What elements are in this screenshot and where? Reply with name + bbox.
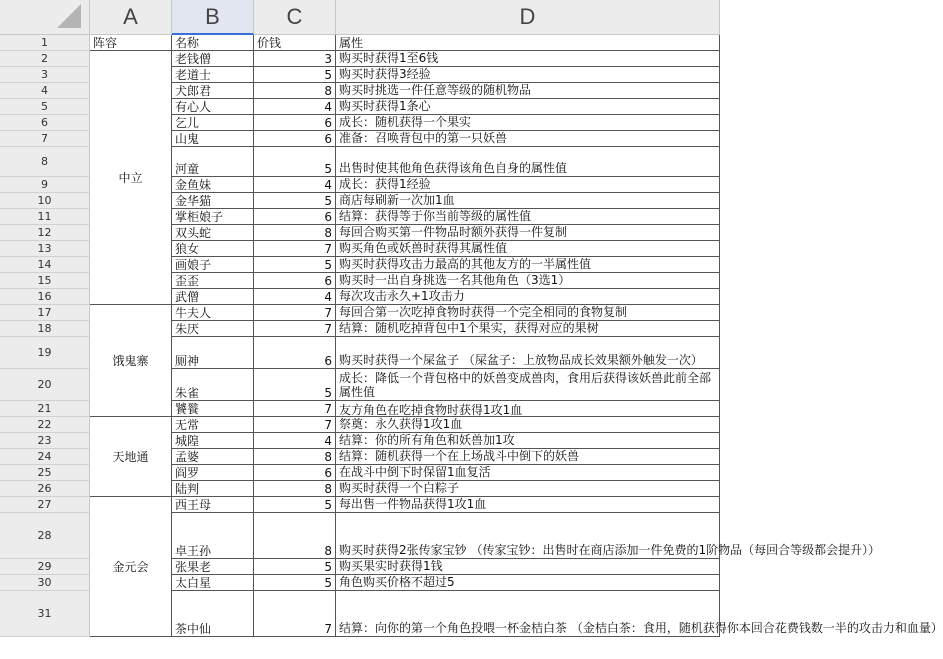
name-cell[interactable]: 阎罗 bbox=[172, 465, 254, 481]
price-cell[interactable]: 6 bbox=[254, 465, 336, 481]
row-header[interactable]: 22 bbox=[0, 417, 90, 433]
group-cell[interactable]: 天地通 bbox=[90, 417, 172, 497]
row-header[interactable]: 11 bbox=[0, 209, 90, 225]
row-header[interactable]: 31 bbox=[0, 591, 90, 637]
price-cell[interactable]: 4 bbox=[254, 289, 336, 305]
price-cell[interactable]: 4 bbox=[254, 177, 336, 193]
name-cell[interactable]: 西王母 bbox=[172, 497, 254, 513]
row-header[interactable]: 13 bbox=[0, 241, 90, 257]
name-cell[interactable]: 牛夫人 bbox=[172, 305, 254, 321]
attribute-cell[interactable]: 成长：获得1经验 bbox=[336, 177, 720, 193]
name-cell[interactable]: 犬郎君 bbox=[172, 83, 254, 99]
column-header-a[interactable]: A bbox=[90, 0, 172, 35]
table-header-attr[interactable]: 属性 bbox=[336, 35, 720, 51]
price-cell[interactable]: 3 bbox=[254, 51, 336, 67]
attribute-cell[interactable]: 购买时获得3经验 bbox=[336, 67, 720, 83]
price-cell[interactable]: 7 bbox=[254, 417, 336, 433]
attribute-cell[interactable]: 结算：获得等于你当前等级的属性值 bbox=[336, 209, 720, 225]
row-header[interactable]: 24 bbox=[0, 449, 90, 465]
name-cell[interactable]: 厕神 bbox=[172, 337, 254, 369]
attribute-cell[interactable]: 购买时获得攻击力最高的其他友方的一半属性值 bbox=[336, 257, 720, 273]
price-cell[interactable]: 6 bbox=[254, 131, 336, 147]
attribute-cell[interactable]: 购买角色或妖兽时获得其属性值 bbox=[336, 241, 720, 257]
attribute-cell[interactable]: 购买时获得一个白粽子 bbox=[336, 481, 720, 497]
price-cell[interactable]: 7 bbox=[254, 241, 336, 257]
price-cell[interactable]: 6 bbox=[254, 209, 336, 225]
row-header[interactable]: 3 bbox=[0, 67, 90, 83]
row-header[interactable]: 9 bbox=[0, 177, 90, 193]
column-header-b[interactable]: B bbox=[172, 0, 254, 35]
price-cell[interactable]: 6 bbox=[254, 115, 336, 131]
attribute-cell[interactable]: 购买时获得1条心 bbox=[336, 99, 720, 115]
row-header[interactable]: 6 bbox=[0, 115, 90, 131]
name-cell[interactable]: 老钱僧 bbox=[172, 51, 254, 67]
attribute-cell[interactable]: 准备：召唤背包中的第一只妖兽 bbox=[336, 131, 720, 147]
attribute-cell[interactable]: 结算：向你的第一个角色投喂一杯金桔白茶 （金桔白茶：食用，随机获得你本回合花费钱数一半的攻击力和血量） bbox=[336, 591, 720, 637]
row-header[interactable]: 7 bbox=[0, 131, 90, 147]
row-header[interactable]: 10 bbox=[0, 193, 90, 209]
attribute-cell[interactable]: 购买时获得1至6钱 bbox=[336, 51, 720, 67]
name-cell[interactable]: 无常 bbox=[172, 417, 254, 433]
name-cell[interactable]: 山鬼 bbox=[172, 131, 254, 147]
price-cell[interactable]: 5 bbox=[254, 369, 336, 401]
attribute-cell[interactable]: 商店每刷新一次加1血 bbox=[336, 193, 720, 209]
name-cell[interactable]: 陆判 bbox=[172, 481, 254, 497]
name-cell[interactable]: 茶中仙 bbox=[172, 591, 254, 637]
name-cell[interactable]: 太白星 bbox=[172, 575, 254, 591]
row-header[interactable]: 5 bbox=[0, 99, 90, 115]
column-header-c[interactable]: C bbox=[254, 0, 336, 35]
attribute-cell[interactable]: 成长：随机获得一个果实 bbox=[336, 115, 720, 131]
price-cell[interactable]: 5 bbox=[254, 575, 336, 591]
row-header[interactable]: 14 bbox=[0, 257, 90, 273]
row-header[interactable]: 19 bbox=[0, 337, 90, 369]
name-cell[interactable]: 孟婆 bbox=[172, 449, 254, 465]
price-cell[interactable]: 8 bbox=[254, 513, 336, 559]
row-header[interactable]: 25 bbox=[0, 465, 90, 481]
name-cell[interactable]: 朱雀 bbox=[172, 369, 254, 401]
row-header[interactable]: 2 bbox=[0, 51, 90, 67]
attribute-cell[interactable]: 每次攻击永久+1攻击力 bbox=[336, 289, 720, 305]
attribute-cell[interactable]: 每出售一件物品获得1攻1血 bbox=[336, 497, 720, 513]
price-cell[interactable]: 5 bbox=[254, 497, 336, 513]
attribute-cell[interactable]: 在战斗中倒下时保留1血复活 bbox=[336, 465, 720, 481]
name-cell[interactable]: 画娘子 bbox=[172, 257, 254, 273]
price-cell[interactable]: 8 bbox=[254, 83, 336, 99]
attribute-cell[interactable]: 购买时挑选一件任意等级的随机物品 bbox=[336, 83, 720, 99]
name-cell[interactable]: 饕餮 bbox=[172, 401, 254, 417]
attribute-cell[interactable]: 出售时使其他角色获得该角色自身的属性值 bbox=[336, 147, 720, 177]
row-header[interactable]: 18 bbox=[0, 321, 90, 337]
table-header-price[interactable]: 价钱 bbox=[254, 35, 336, 51]
row-header[interactable]: 23 bbox=[0, 433, 90, 449]
table-header-group[interactable]: 阵容 bbox=[90, 35, 172, 51]
name-cell[interactable]: 朱厌 bbox=[172, 321, 254, 337]
name-cell[interactable]: 老道士 bbox=[172, 67, 254, 83]
price-cell[interactable]: 8 bbox=[254, 225, 336, 241]
attribute-cell[interactable]: 每回合第一次吃掉食物时获得一个完全相同的食物复制 bbox=[336, 305, 720, 321]
price-cell[interactable]: 8 bbox=[254, 481, 336, 497]
row-header[interactable]: 17 bbox=[0, 305, 90, 321]
name-cell[interactable]: 卓王孙 bbox=[172, 513, 254, 559]
row-header[interactable]: 1 bbox=[0, 35, 90, 51]
row-header[interactable]: 15 bbox=[0, 273, 90, 289]
name-cell[interactable]: 双头蛇 bbox=[172, 225, 254, 241]
price-cell[interactable]: 8 bbox=[254, 449, 336, 465]
row-header[interactable]: 29 bbox=[0, 559, 90, 575]
name-cell[interactable]: 歪歪 bbox=[172, 273, 254, 289]
row-header[interactable]: 20 bbox=[0, 369, 90, 401]
group-cell[interactable]: 金元会 bbox=[90, 497, 172, 637]
select-all-corner[interactable] bbox=[0, 0, 90, 35]
select-all-triangle-icon bbox=[57, 4, 81, 28]
name-cell[interactable]: 掌柜娘子 bbox=[172, 209, 254, 225]
name-cell[interactable]: 张果老 bbox=[172, 559, 254, 575]
price-cell[interactable]: 4 bbox=[254, 99, 336, 115]
price-cell[interactable]: 5 bbox=[254, 559, 336, 575]
price-cell[interactable]: 7 bbox=[254, 305, 336, 321]
name-cell[interactable]: 城隍 bbox=[172, 433, 254, 449]
name-cell[interactable]: 乞儿 bbox=[172, 115, 254, 131]
price-cell[interactable]: 5 bbox=[254, 257, 336, 273]
attribute-cell[interactable]: 成长：降低一个背包格中的妖兽变成兽肉，食用后获得该妖兽此前全部属性值 bbox=[336, 369, 720, 401]
price-cell[interactable]: 6 bbox=[254, 337, 336, 369]
table-header-name[interactable]: 名称 bbox=[172, 35, 254, 51]
row-header[interactable]: 28 bbox=[0, 513, 90, 559]
row-header[interactable]: 26 bbox=[0, 481, 90, 497]
column-header-d[interactable]: D bbox=[336, 0, 720, 35]
price-cell[interactable]: 4 bbox=[254, 433, 336, 449]
row-header[interactable]: 30 bbox=[0, 575, 90, 591]
price-cell[interactable]: 7 bbox=[254, 321, 336, 337]
attribute-cell[interactable]: 购买果实时获得1钱 bbox=[336, 559, 720, 575]
row-header[interactable]: 21 bbox=[0, 401, 90, 417]
price-cell[interactable]: 7 bbox=[254, 401, 336, 417]
row-header[interactable]: 16 bbox=[0, 289, 90, 305]
name-cell[interactable]: 有心人 bbox=[172, 99, 254, 115]
name-cell[interactable]: 金华猫 bbox=[172, 193, 254, 209]
price-cell[interactable]: 5 bbox=[254, 67, 336, 83]
name-cell[interactable]: 金鱼妹 bbox=[172, 177, 254, 193]
group-cell[interactable]: 中立 bbox=[90, 51, 172, 305]
attribute-cell[interactable]: 角色购买价格不超过5 bbox=[336, 575, 720, 591]
row-header[interactable]: 27 bbox=[0, 497, 90, 513]
attribute-cell[interactable]: 每回合购买第一件物品时额外获得一件复制 bbox=[336, 225, 720, 241]
attribute-cell[interactable]: 购买时一出自身挑选一名其他角色（3选1） bbox=[336, 273, 720, 289]
row-header[interactable]: 12 bbox=[0, 225, 90, 241]
attribute-cell[interactable]: 购买时获得一个屎盆子 （屎盆子：上放物品成长效果额外触发一次） bbox=[336, 337, 720, 369]
price-cell[interactable]: 5 bbox=[254, 193, 336, 209]
price-cell[interactable]: 5 bbox=[254, 147, 336, 177]
attribute-cell[interactable]: 友方角色在吃掉食物时获得1攻1血 bbox=[336, 401, 720, 417]
attribute-cell[interactable]: 结算：随机获得一个在上场战斗中倒下的妖兽 bbox=[336, 449, 720, 465]
name-cell[interactable]: 武僧 bbox=[172, 289, 254, 305]
row-header[interactable]: 8 bbox=[0, 147, 90, 177]
attribute-cell[interactable]: 结算：随机吃掉背包中1个果实，获得对应的果树 bbox=[336, 321, 720, 337]
attribute-cell[interactable]: 购买时获得2张传家宝钞 （传家宝钞：出售时在商店添加一件免费的1阶物品（每回合等级都会提升）） bbox=[336, 513, 720, 559]
row-header[interactable]: 4 bbox=[0, 83, 90, 99]
name-cell[interactable]: 狼女 bbox=[172, 241, 254, 257]
attribute-cell[interactable]: 祭奠：永久获得1攻1血 bbox=[336, 417, 720, 433]
price-cell[interactable]: 7 bbox=[254, 591, 336, 637]
name-cell[interactable]: 河童 bbox=[172, 147, 254, 177]
attribute-cell[interactable]: 结算：你的所有角色和妖兽加1攻 bbox=[336, 433, 720, 449]
group-cell[interactable]: 饿鬼寨 bbox=[90, 305, 172, 417]
price-cell[interactable]: 6 bbox=[254, 273, 336, 289]
